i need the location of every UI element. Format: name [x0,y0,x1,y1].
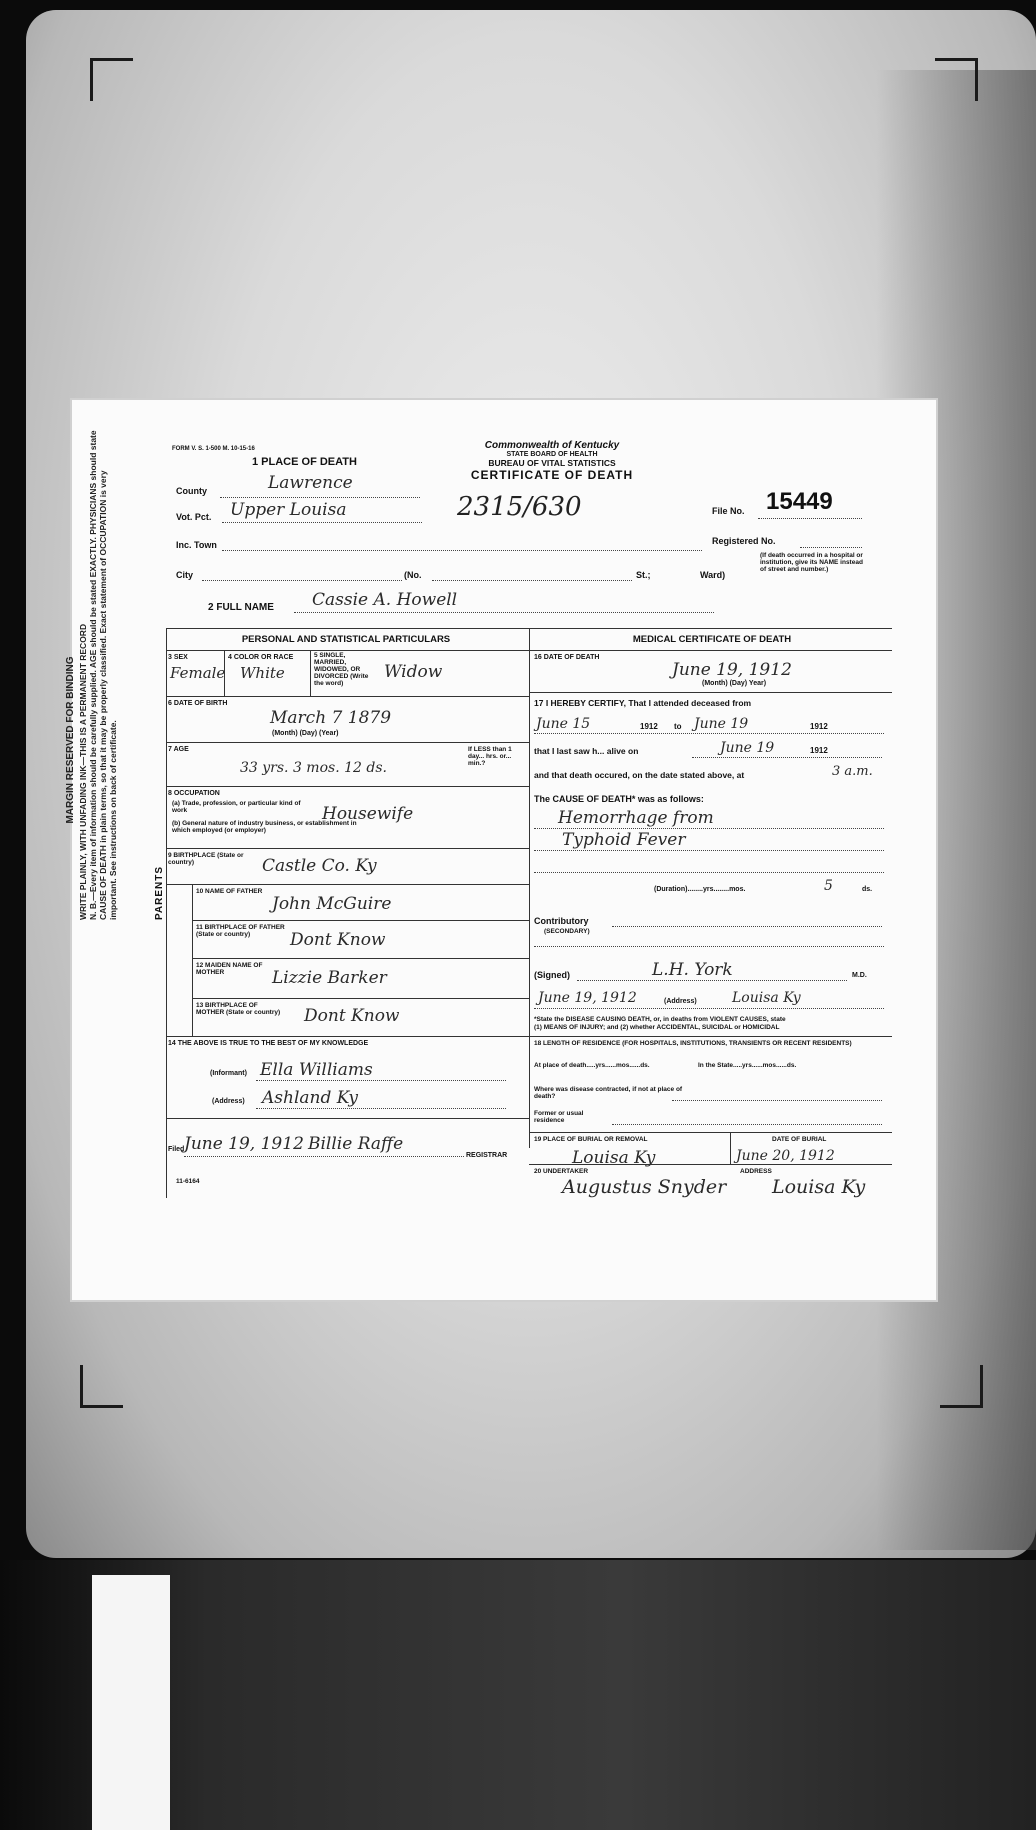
registrar-signature: Billie Raffe [308,1134,404,1154]
sex-value: Female [170,664,226,682]
certificate-header: Commonwealth of Kentucky STATE BOARD OF HEALTH BUREAU OF VITAL STATISTICS CERTIFICATE OF DEATH [432,440,672,482]
hospital-note: (If death occurred in a hospital or institution, give its NAME instead of street and number.) [760,552,863,573]
occupation-value: Housewife [322,804,414,824]
mother-name-value: Lizzie Barker [272,968,387,988]
county-value: Lawrence [268,473,353,493]
physician-signature: L.H. York [652,960,733,980]
informant-value: Ella Williams [260,1060,373,1080]
burial-place-value: Louisa Ky [572,1148,656,1168]
physician-address-value: Louisa Ky [732,990,801,1006]
last-saw-alive-value: June 19 [720,740,775,756]
date-of-birth-value: March 7 1879 [270,708,392,728]
medical-section-title: MEDICAL CERTIFICATE OF DEATH [632,634,792,645]
father-birthplace-value: Dont Know [290,930,386,950]
certificate-title: CERTIFICATE OF DEATH [470,468,634,482]
crop-mark-top-left [90,58,133,101]
parents-label: PARENTS [154,865,165,920]
physician-sign-date: June 19, 1912 [538,990,637,1006]
death-certificate: MARGIN RESERVED FOR BINDING WRITE PLAINLY, WITH UNFADING INK—THIS IS A PERMANENT RECORD N. B.—Every item of information should be carefully supplied. AGE should be stated EXACTLY. PHYSICIANS should state CAUSE OF DEATH in plain terms, so that it may be properly classified. Exact statement of OCCUPATION is very important. See instructions on back of certificate. FORM V. S. 1-500 M. 10-15-16 Commonwealth of Kentucky STATE BOARD OF HEALTH BUREAU OF VITAL STATISTICS CERTIFICATE OF DEATH 2315/630 File No. 15449 Registered No. (If death occurred in a hospital or institution, give its NAME instead of street and number.) 1 PLACE OF DEATH County Lawrence Vot. Pct. Upper Louisa Inc. Town City (No. St.; Ward) 2 FULL NAME Cassie A. Howell PERSONAL AND STATISTICAL PARTICULARS MEDICAL CERTIFICATE OF DEATH 3 SEX Female 4 COLOR OR RACE White 5 SINGLE, MARRIED, WIDOWED, OR DIVORCED (Write the word) Widow 6 DATE OF BIRTH March 7 1879 (Month) (Day) (Year) 7 AGE 33 yrs. 3 mos. 12 ds. If LESS than 1 day... hrs. or... min.? 8 OCCUPATION (a) Trade, profession, or particular kind of work Housewife (b) General nature of industry business, or establishment in which employed (or employer) 9 BIRTHPLACE (State or country) Castle Co. Ky PARENTS 10 NAME OF FATHER John McGuire 11 BIRTHPLACE OF FATHER (State or country) Dont Know 12 MAIDEN NAME OF MOTHER Lizzie Barker 13 BIRTHPLACE OF MOTHER (State or country) Dont Know 14 THE ABOVE IS TRUE TO THE BEST OF MY KNOWLEDGE (Informant) Ella Williams (Address) Ashland Ky Filed June 19, 1912 Billie Raffe REGISTRAR 11-6164 16 DATE OF DEATH June 19, 1912 (Month) (Day) Year) 17 I HEREBY CERTIFY, That I attended deceased from June 15 1912 to June 19 1912 that I last saw h... alive on June 19 1912 and that death occured, on the date stated above, at 3 a.m. The CAUSE OF DEATH* was as follows: Hemorrhage from Typhoid Fever (Duration)........yrs........mos. 5 ds. Contributory (SECONDARY) (Signed) L.H. York M.D. June 19, 1912 (Address) Louisa Ky *State the DISEASE CAUSING DEATH, or, in deaths from VIOLENT CAUSES, state (1) MEANS OF INJURY; and (2) whether ACCIDENTAL, SUICIDAL or HOMICIDAL 18 LENGTH OF RESIDENCE (FOR HOSPITALS, INSTITUTIONS, TRANSIENTS OR RECENT RESIDENTS) At place of death.....yrs......mos......ds. In the State.....yrs......mos......ds. Where was disease contracted, if not at place of death? Former or usual residence 19 PLACE OF BURIAL OR REMOVAL Louisa Ky DATE OF BURIAL June 20, 1912 20 UNDERTAKER Augustus Snyder ADDRESS Louisa Ky [72,400,936,1300]
marital-status-value: Widow [384,662,443,682]
form-number: FORM V. S. 1-500 M. 10-15-16 [172,446,255,452]
color-value: White [240,664,285,682]
attended-from-value: June 15 [536,716,591,732]
cause-of-death-secondary: Typhoid Fever [562,830,686,850]
time-of-death-value: 3 a.m. [832,764,873,779]
filed-date-value: June 19, 1912 [184,1134,304,1154]
film-leader-tab [92,1575,170,1830]
cause-of-death-primary: Hemorrhage from [558,808,714,828]
father-name-value: John McGuire [272,894,392,914]
personal-section-title: PERSONAL AND STATISTICAL PARTICULARS [241,634,451,645]
file-number: 15449 [766,488,833,515]
date-of-death-value: June 19, 1912 [672,660,792,680]
registration-stamp: 2315/630 [457,492,582,522]
crop-mark-top-right [935,58,978,101]
crop-mark-bottom-right [940,1365,983,1408]
burial-date-value: June 20, 1912 [736,1148,835,1164]
voting-precinct-value: Upper Louisa [230,500,347,520]
crop-mark-bottom-left [80,1365,123,1408]
age-value: 33 yrs. 3 mos. 12 ds. [240,760,387,776]
attended-to-value: June 19 [694,716,749,732]
duration-value: 5 [824,878,833,894]
birthplace-value: Castle Co. Ky [262,856,377,876]
mother-birthplace-value: Dont Know [304,1006,400,1026]
undertaker-address-value: Louisa Ky [772,1176,866,1198]
full-name-value: Cassie A. Howell [312,590,458,610]
binding-margin-instructions: MARGIN RESERVED FOR BINDING WRITE PLAINLY, WITH UNFADING INK—THIS IS A PERMANENT RECORD N. B.—Every item of information should be carefully supplied. AGE should be stated EXACTLY. PHYSICIANS should state CAUSE OF DEATH in plain terms, so that it may be properly classified. Exact statement of OCCUPATION is very important. See instructions on back of certificate. [65,430,118,920]
informant-address-value: Ashland Ky [262,1088,358,1108]
undertaker-value: Augustus Snyder [562,1176,727,1198]
